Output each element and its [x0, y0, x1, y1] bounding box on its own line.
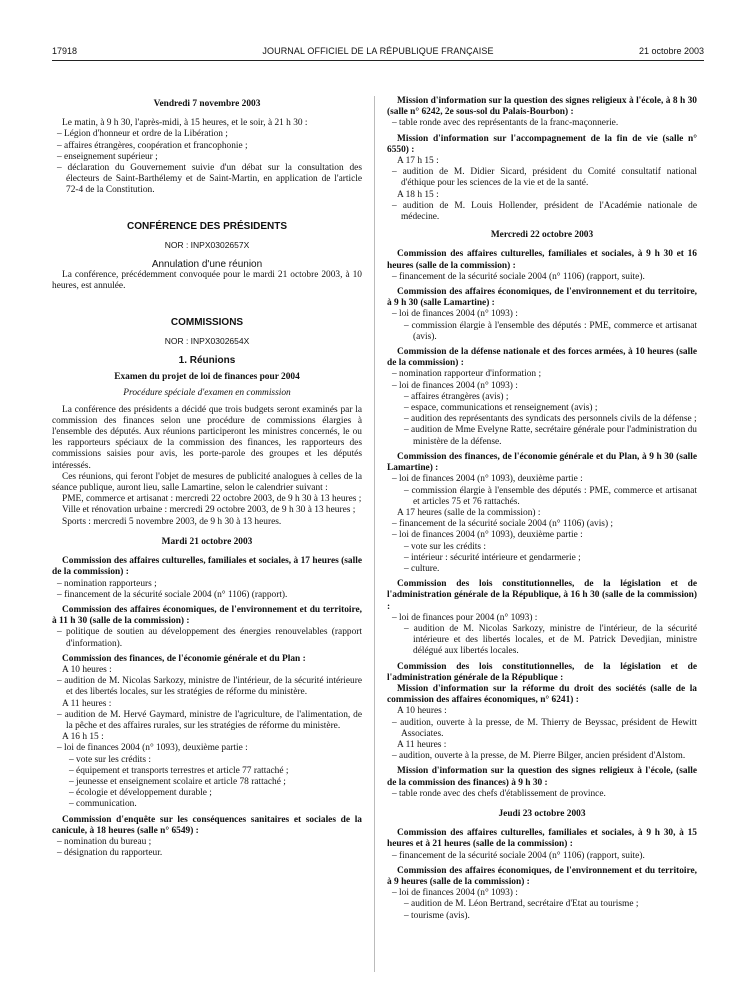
subsection-heading: 1. Réunions — [178, 355, 236, 367]
item-list — [387, 789, 697, 800]
paragraph: Ville et rénovation urbaine : mercredi 29 octobre 2003, de 9 h 30 à 13 heures ; — [62, 505, 356, 516]
time-label: A 17 h 15 : — [397, 156, 439, 167]
item-list — [52, 837, 362, 859]
list-item: – politique de soutien au développement des énergies renouvelables (rapport d'information). — [52, 627, 362, 649]
sub-list-item: – espace, communications et renseignement (avis) ; — [401, 403, 697, 414]
paragraph: Ces réunions, qui feront l'objet de mesures de publicité analogues à celles de la séance publique, auront lieu, salle Lamartine, selon le calendrier suivant : — [52, 471, 362, 494]
right-column — [387, 96, 697, 922]
column-divider — [374, 96, 375, 972]
item-list — [387, 851, 697, 862]
sub-list-item: – équipement et transports terrestres et article 77 rattaché ; — [66, 766, 362, 777]
section-heading: COMMISSIONS — [170, 316, 244, 328]
paragraph: La conférence, précédemment convoquée pour le mardi 21 octobre 2003, à 10 heures, est annulée. — [52, 270, 362, 292]
list-item: – table ronde avec des chefs d'établissement de province. — [387, 789, 697, 800]
sub-list-item: – tourisme (avis). — [401, 911, 697, 922]
sub-list-item: – commission élargie à l'ensemble des députés : PME, commerce et artisanat et articles 75 et 76 rattachés. — [401, 486, 697, 508]
commission-title: Commission de la défense nationale et des forces armées, à 10 heures (salle de la commission) : — [387, 347, 697, 369]
commission-title: Commission d'enquête sur les conséquences sanitaires et sociales de la canicule, à 18 heures (salle n° 6549) : — [52, 814, 362, 836]
sub-item-list — [387, 321, 697, 343]
sub-list-item: – communication. — [66, 799, 362, 810]
commission-title: Mission d'information sur l'accompagnement de la fin de vie (salle n° 6550) : — [387, 133, 697, 155]
paragraph: La conférence des présidents a décidé que trois budgets seront examinés par la commission des finances selon une procédure de commissions élargies à l'ensemble des députés. Aux réunions participeront les ministres concernés, le ou les rapporteurs spéciaux de la commission des finances, les rapporteurs des commissions saisies pour avis, les porte-parole des groupes et les députés intéressés. — [52, 404, 362, 471]
list-item: – loi de finances 2004 (n° 1093) : — [387, 309, 697, 320]
item-list — [387, 474, 697, 485]
item-list — [387, 519, 697, 541]
list-item: – affaires étrangères, coopération et francophonie ; — [52, 141, 362, 152]
item-list — [52, 676, 362, 698]
list-item: – financement de la sécurité sociale 2004 (n° 1106) (rapport). — [52, 590, 362, 601]
sub-list-item: – écologie et développement durable ; — [66, 788, 362, 799]
list-item: – nomination du bureau ; — [52, 837, 362, 848]
item-list — [387, 369, 697, 391]
commission-title: Commission des lois constitutionnelles, de la législation et de l'administration générale de la République, à 16 h 30 (salle de la commission) : — [387, 579, 697, 612]
item-list — [387, 272, 697, 283]
sub-list-item: – audition des représentants des syndicats des personnels civils de la défense ; — [401, 414, 697, 425]
time-label: A 16 h 15 : — [62, 732, 104, 743]
list-item: – audition, ouverte à la presse, de M. Thierry de Beyssac, président de Hewitt Associates. — [387, 718, 697, 740]
day-heading: Vendredi 7 novembre 2003 — [153, 99, 261, 109]
subsection-heading: Annulation d'une réunion — [151, 259, 263, 271]
nor-reference: NOR : INPX0302657X — [164, 239, 250, 250]
commission-title: Commission des affaires culturelles, familiales et sociales, à 9 h 30, à 15 heures et à 21 heures (salle de la commission) : — [387, 828, 697, 850]
sub-list-item: – commission élargie à l'ensemble des députés : PME, commerce et artisanat (avis). — [401, 321, 697, 343]
page-header — [52, 46, 704, 61]
item-list — [387, 888, 697, 899]
time-label: A 18 h 15 : — [397, 189, 439, 200]
nor-reference: NOR : INPX0302654X — [164, 335, 250, 346]
journal-title: JOURNAL OFFICIEL DE LA RÉPUBLIQUE FRANÇAISE — [262, 46, 494, 56]
sub-item-list — [387, 542, 697, 576]
sub-list-item: – vote sur les crédits : — [401, 542, 697, 553]
sub-list-item: – intérieur : sécurité intérieure et gendarmerie ; — [401, 553, 697, 564]
list-item: – table ronde avec des représentants de la franc-maçonnerie. — [387, 118, 697, 129]
list-item: – désignation du rapporteur. — [52, 848, 362, 859]
list-item: – loi de finances 2004 (n° 1093) : — [387, 381, 697, 392]
item-list — [387, 201, 697, 223]
list-item: – loi de finances pour 2004 (n° 1093) : — [387, 613, 697, 624]
time-label: A 10 heures : — [62, 664, 112, 675]
item-list — [387, 118, 697, 129]
item-list — [52, 129, 362, 196]
list-item: – financement de la sécurité sociale 2004 (n° 1106) (rapport, suite). — [387, 851, 697, 862]
sub-list-item: – audition de M. Léon Bertrand, secrétaire d'Etat au tourisme ; — [401, 899, 697, 910]
commission-title: Mission d'information sur la question des signes religieux à l'école, (salle de la commission des finances) à 9 h 30 : — [387, 766, 697, 788]
sub-list-item: – audition de Mme Evelyne Ratte, secrétaire générale pour l'administration du ministère de la défense. — [401, 425, 697, 447]
list-item: – enseignement supérieur ; — [52, 152, 362, 163]
time-label: A 10 heures : — [397, 706, 447, 717]
paragraph: Le matin, à 9 h 30, l'après-midi, à 15 heures, et le soir, à 21 h 30 : — [62, 118, 308, 129]
sub-list-item: – affaires étrangères (avis) ; — [401, 392, 697, 403]
list-item: – déclaration du Gouvernement suivie d'un débat sur la consultation des électeurs de Saint-Barthélemy et de Saint-Martin, en application de l'article 72-4 de la Constitution. — [52, 163, 362, 197]
list-item: – audition, ouverte à la presse, de M. Pierre Bilger, ancien président d'Alstom. — [387, 751, 697, 762]
item-list — [387, 167, 697, 189]
sub-list-item: – audition de M. Nicolas Sarkozy, ministre de l'intérieur, de la sécurité intérieure et des libertés locales, et de M. Patrick Devedjian, ministre délégué aux libertés locales. — [401, 624, 697, 658]
day-heading: Mercredi 22 octobre 2003 — [490, 230, 594, 241]
list-item: – financement de la sécurité sociale 2004 (n° 1106) (avis) ; — [387, 519, 697, 530]
issue-date: 21 octobre 2003 — [638, 46, 704, 56]
sub-item-list — [387, 486, 697, 508]
time-label: A 11 heures : — [397, 739, 447, 750]
sub-list-item: – vote sur les crédits : — [66, 755, 362, 766]
section-heading: CONFÉRENCE DES PRÉSIDENTS — [126, 220, 288, 232]
commission-title: Commission des finances, de l'économie générale et du Plan : — [62, 653, 306, 664]
commission-title: Commission des affaires économiques, de l'environnement et du territoire, à 9 heures (salle de la commission) : — [387, 865, 697, 887]
page-number: 17918 — [52, 46, 78, 56]
item-list — [387, 751, 697, 762]
sub-item-list — [52, 755, 362, 811]
list-item: – loi de finances 2004 (n° 1093), deuxième partie : — [387, 530, 697, 541]
list-item: – audition de M. Didier Sicard, président du Comité consultatif national d'éthique pour les sciences de la vie et de la santé. — [387, 167, 697, 189]
list-item: – loi de finances 2004 (n° 1093) : — [387, 888, 697, 899]
paragraph: Sports : mercredi 5 novembre 2003, de 9 h 30 à 13 heures. — [62, 516, 282, 527]
sub-list-item: – jeunesse et enseignement scolaire et article 78 rattaché ; — [66, 777, 362, 788]
time-label: A 17 heures (salle de la commission) : — [397, 507, 541, 518]
commission-title: Mission d'information sur la question des signes religieux à l'école, à 8 h 30 (salle n° 6242, 2e sous-sol du Palais-Bourbon) : — [387, 96, 697, 118]
mission-title: Mission d'information sur la réforme du droit des sociétés (salle de la commission des affaires économiques, n° 6241) : — [387, 683, 697, 706]
commission-title: Commission des affaires économiques, de l'environnement et du territoire, à 11 h 30 (salle de la commission) : — [52, 604, 362, 627]
commission-title: Commission des affaires économiques, de l'environnement et du territoire, à 9 h 30 (salle Lamartine) : — [387, 287, 697, 309]
exam-heading: Examen du projet de loi de finances pour 2004 — [114, 372, 300, 383]
item-list — [52, 579, 362, 601]
exam-subheading: Procédure spéciale d'examen en commission — [123, 388, 291, 399]
commission-title: Commission des lois constitutionnelles, de la législation et de l'administration générale de la République : — [387, 661, 697, 683]
item-list — [52, 743, 362, 754]
list-item: – Légion d'honneur et ordre de la Libération ; — [52, 129, 362, 140]
time-label: A 11 heures : — [62, 698, 112, 709]
list-item: – nomination rapporteur d'information ; — [387, 369, 697, 380]
list-item: – nomination rapporteurs ; — [52, 579, 362, 590]
sub-item-list — [387, 624, 697, 658]
item-list — [52, 710, 362, 732]
list-item: – audition de M. Hervé Gaymard, ministre de l'agriculture, de l'alimentation, de la pêche et des affaires rurales, sur les stratégies de réforme du ministère. — [52, 710, 362, 732]
commission-title: Commission des affaires culturelles, familiales et sociales, à 9 h 30 et 16 heures (salle de la commission) : — [387, 249, 697, 271]
list-item: – loi de finances 2004 (n° 1093), deuxième partie : — [387, 474, 697, 485]
item-list — [387, 613, 697, 624]
day-heading: Mardi 21 octobre 2003 — [161, 536, 253, 547]
list-item: – audition de M. Nicolas Sarkozy, ministre de l'intérieur, de la sécurité intérieure et des libertés locales, sur les stratégies de réforme du ministère. — [52, 676, 362, 698]
paragraph: PME, commerce et artisanat : mercredi 22 octobre 2003, de 9 h 30 à 13 heures ; — [62, 494, 362, 505]
list-item: – loi de finances 2004 (n° 1093), deuxième partie : — [52, 743, 362, 754]
sub-list-item: – culture. — [401, 564, 697, 575]
sub-item-list — [387, 392, 697, 448]
day-heading: Jeudi 23 octobre 2003 — [498, 808, 586, 819]
left-column — [52, 96, 362, 859]
list-item: – financement de la sécurité sociale 2004 (n° 1106) (rapport, suite). — [387, 272, 697, 283]
list-item: – audition de M. Louis Hollender, président de l'Académie nationale de médecine. — [387, 201, 697, 223]
item-list — [387, 309, 697, 320]
commission-title: Commission des affaires culturelles, familiales et sociales, à 17 heures (salle de la commission) : — [52, 556, 362, 578]
commission-title: Commission des finances, de l'économie générale et du Plan, à 9 h 30 (salle Lamartine) : — [387, 451, 697, 474]
sub-item-list — [387, 899, 697, 921]
item-list — [387, 718, 697, 740]
item-list — [52, 627, 362, 649]
